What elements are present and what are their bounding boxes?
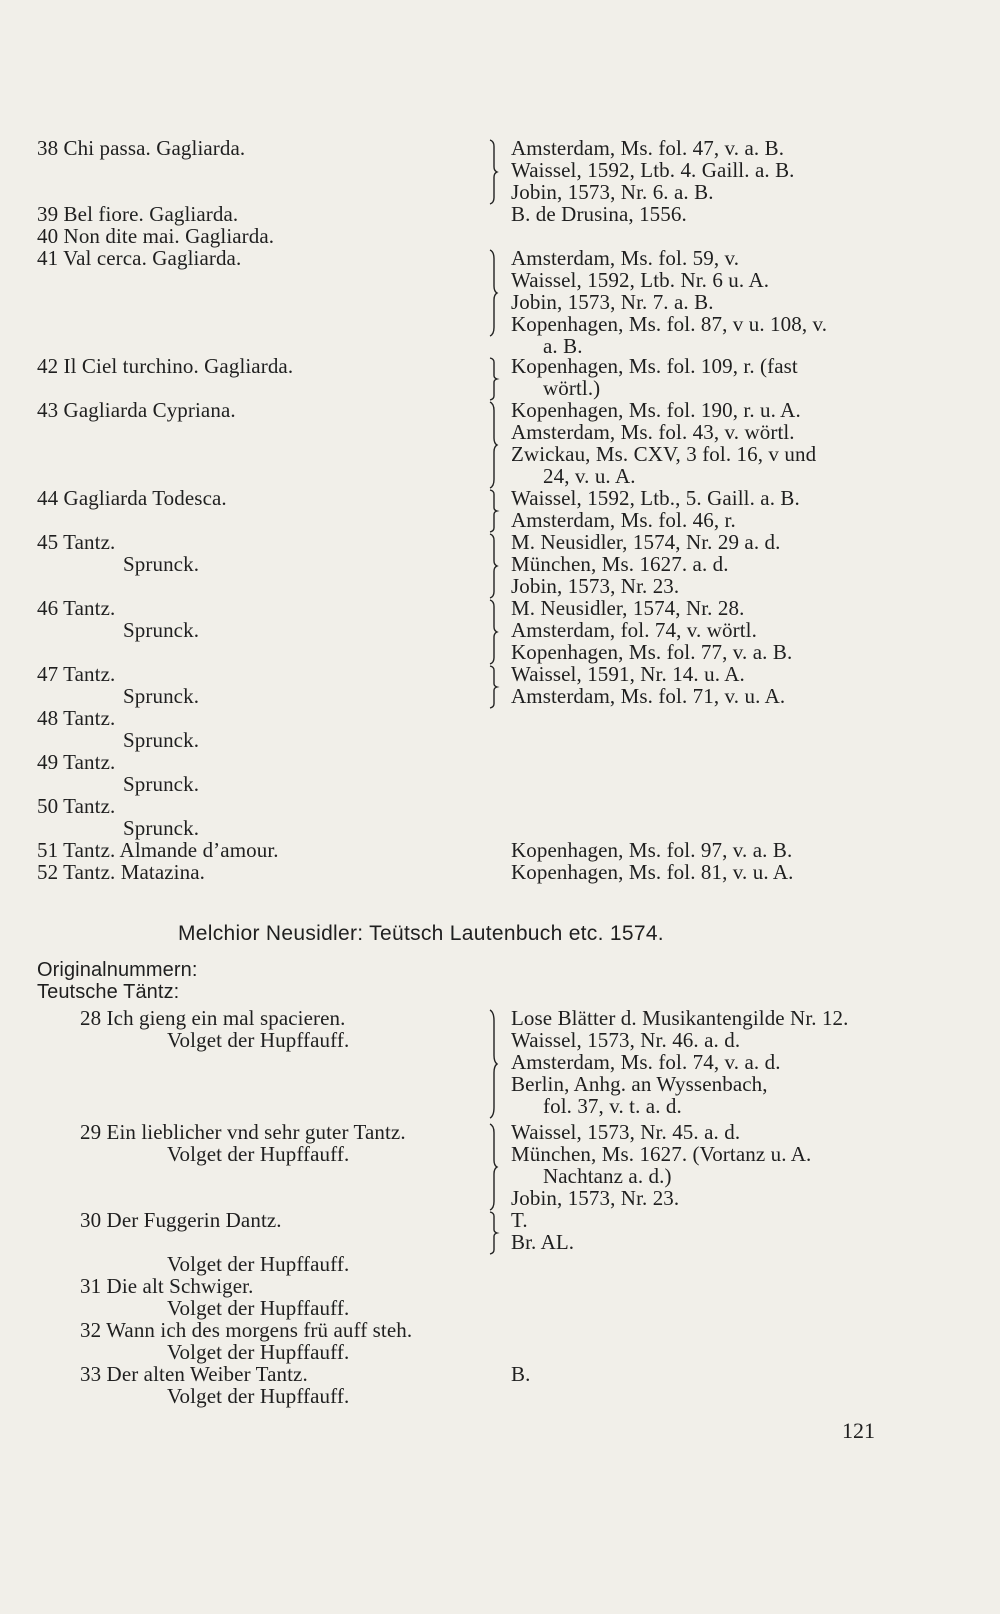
entry-32-title: 32 Wann ich des morgens frü auff steh. <box>80 1318 413 1342</box>
entry-48-title: 48 Tantz. <box>37 706 116 730</box>
page-number: 121 <box>842 1418 875 1443</box>
entry-28-title: 28 Ich gieng ein mal spacieren. <box>80 1006 346 1030</box>
source-line: Amsterdam, Ms. fol. 59, v. <box>511 246 740 270</box>
source-line: Waissel, 1573, Nr. 46. a. d. <box>511 1028 741 1052</box>
entry-33-hupffauff: Volget der Hupffauff. <box>167 1384 350 1408</box>
source-line: 24, v. u. A. <box>543 464 636 488</box>
entry-51-title: 51 Tantz. Almande d’amour. <box>37 838 279 862</box>
entry-49-sprunck: Sprunck. <box>123 772 200 796</box>
entry-30-title: 30 Der Fuggerin Dantz. <box>80 1208 282 1232</box>
source-line: Kopenhagen, Ms. fol. 109, r. (fast <box>511 354 798 378</box>
source-line: Waissel, 1573, Nr. 45. a. d. <box>511 1120 741 1144</box>
source-line: T. <box>511 1208 528 1232</box>
brace-icon <box>488 1010 498 1118</box>
source-line: Jobin, 1573, Nr. 6. a. B. <box>511 180 714 204</box>
entry-43-title: 43 Gagliarda Cypriana. <box>37 398 236 422</box>
source-line: B. de Drusina, 1556. <box>511 202 687 226</box>
brace-icon <box>488 600 498 664</box>
source-line: Lose Blätter d. Musikantengilde Nr. 12. <box>511 1006 849 1030</box>
section-heading: Melchior Neusidler: Teütsch Lautenbuch etc. 1574. <box>178 922 664 945</box>
entry-39-title: 39 Bel fiore. Gagliarda. <box>37 202 239 226</box>
source-line: a. B. <box>543 334 583 358</box>
source-line: München, Ms. 1627. (Vortanz u. A. <box>511 1142 812 1166</box>
entry-38-title: 38 Chi passa. Gagliarda. <box>37 136 246 160</box>
source-line: Kopenhagen, Ms. fol. 97, v. a. B. <box>511 838 793 862</box>
source-line: Kopenhagen, Ms. fol. 190, r. u. A. <box>511 398 801 422</box>
source-line: Amsterdam, Ms. fol. 71, v. u. A. <box>511 684 786 708</box>
brace-icon <box>488 1124 498 1210</box>
brace-icon <box>488 534 498 598</box>
source-line: Waissel, 1592, Ltb. Nr. 6 u. A. <box>511 268 770 292</box>
source-line: M. Neusidler, 1574, Nr. 29 a. d. <box>511 530 781 554</box>
entry-29-title: 29 Ein lieblicher vnd sehr guter Tantz. <box>80 1120 406 1144</box>
brace-icon <box>488 358 498 400</box>
source-line: München, Ms. 1627. a. d. <box>511 552 729 576</box>
source-line: B. <box>511 1362 531 1386</box>
entry-40-title: 40 Non dite mai. Gagliarda. <box>37 224 275 248</box>
source-line: Nachtanz a. d.) <box>543 1164 672 1188</box>
source-line: Amsterdam, Ms. fol. 74, v. a. d. <box>511 1050 781 1074</box>
entry-29-hupffauff: Volget der Hupffauff. <box>167 1142 350 1166</box>
entry-46-title: 46 Tantz. <box>37 596 116 620</box>
source-line: Zwickau, Ms. CXV, 3 fol. 16, v und <box>511 442 817 466</box>
source-line: Amsterdam, Ms. fol. 43, v. wörtl. <box>511 420 795 444</box>
source-line: Kopenhagen, Ms. fol. 87, v u. 108, v. <box>511 312 828 336</box>
entry-50-title: 50 Tantz. <box>37 794 116 818</box>
source-line: Jobin, 1573, Nr. 7. a. B. <box>511 290 714 314</box>
entry-28-hupffauff: Volget der Hupffauff. <box>167 1028 350 1052</box>
brace-icon <box>488 250 498 336</box>
source-line: Br. AL. <box>511 1230 575 1254</box>
source-line: Amsterdam, fol. 74, v. wörtl. <box>511 618 757 642</box>
source-line: Kopenhagen, Ms. fol. 81, v. u. A. <box>511 860 794 884</box>
entry-30-hupffauff: Volget der Hupffauff. <box>167 1252 350 1276</box>
brace-icon <box>488 1212 498 1254</box>
source-line: wörtl.) <box>543 376 601 400</box>
entry-50-sprunck: Sprunck. <box>123 816 200 840</box>
brace-icon <box>488 402 498 488</box>
entry-48-sprunck: Sprunck. <box>123 728 200 752</box>
brace-icon <box>488 666 498 708</box>
entry-42-title: 42 Il Ciel turchino. Gagliarda. <box>37 354 294 378</box>
brace-icon <box>488 140 498 204</box>
source-line: Berlin, Anhg. an Wyssenbach, <box>511 1072 768 1096</box>
source-line: Kopenhagen, Ms. fol. 77, v. a. B. <box>511 640 793 664</box>
entry-44-title: 44 Gagliarda Todesca. <box>37 486 227 510</box>
subheading-originalnummern: Originalnummern: <box>37 959 198 981</box>
entry-46-sprunck: Sprunck. <box>123 618 200 642</box>
source-line: M. Neusidler, 1574, Nr. 28. <box>511 596 745 620</box>
subheading-teutsche-taentz: Teutsche Täntz: <box>37 981 180 1003</box>
entry-47-sprunck: Sprunck. <box>123 684 200 708</box>
brace-icon <box>488 490 498 532</box>
source-line: fol. 37, v. t. a. d. <box>543 1094 682 1118</box>
entry-41-title: 41 Val cerca. Gagliarda. <box>37 246 242 270</box>
entry-45-title: 45 Tantz. <box>37 530 116 554</box>
source-line: Amsterdam, Ms. fol. 46, r. <box>511 508 736 532</box>
entry-52-title: 52 Tantz. Matazina. <box>37 860 205 884</box>
source-line: Waissel, 1592, Ltb., 5. Gaill. a. B. <box>511 486 800 510</box>
entry-32-hupffauff: Volget der Hupffauff. <box>167 1340 350 1364</box>
source-line: Waissel, 1591, Nr. 14. u. A. <box>511 662 745 686</box>
entry-45-sprunck: Sprunck. <box>123 552 200 576</box>
source-line: Jobin, 1573, Nr. 23. <box>511 574 680 598</box>
entry-31-hupffauff: Volget der Hupffauff. <box>167 1296 350 1320</box>
source-line: Waissel, 1592, Ltb. 4. Gaill. a. B. <box>511 158 795 182</box>
entry-31-title: 31 Die alt Schwiger. <box>80 1274 254 1298</box>
entry-33-title: 33 Der alten Weiber Tantz. <box>80 1362 308 1386</box>
source-line: Amsterdam, Ms. fol. 47, v. a. B. <box>511 136 785 160</box>
entry-47-title: 47 Tantz. <box>37 662 116 686</box>
entry-49-title: 49 Tantz. <box>37 750 116 774</box>
source-line: Jobin, 1573, Nr. 23. <box>511 1186 680 1210</box>
